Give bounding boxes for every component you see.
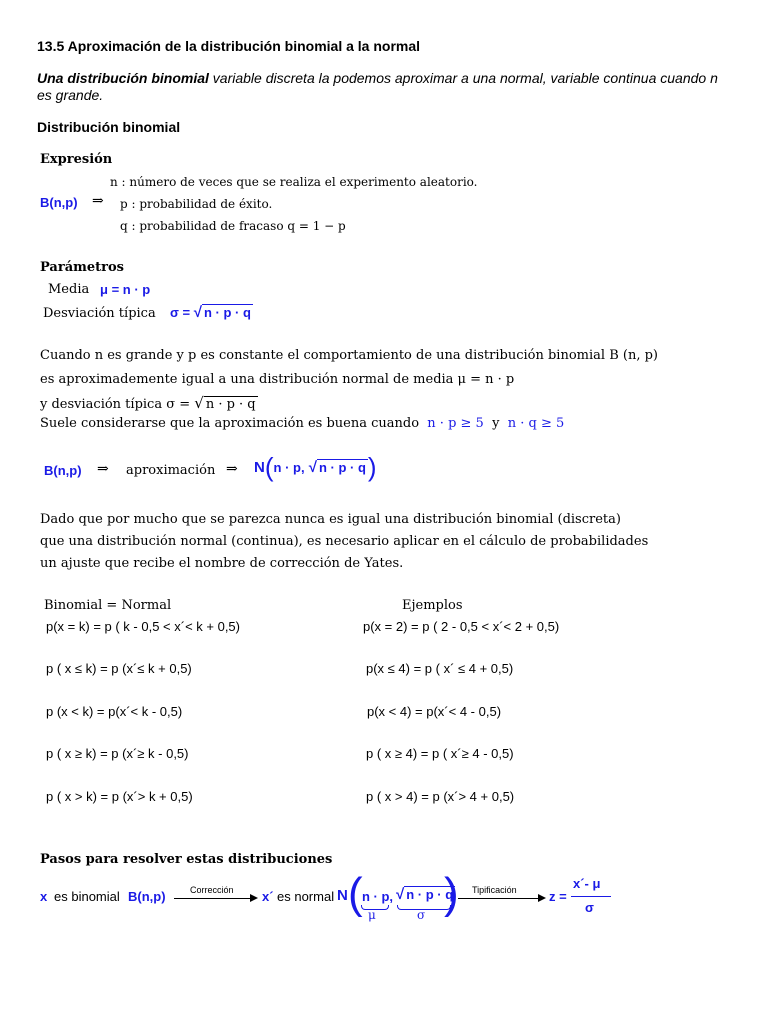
correccion-label: Corrección xyxy=(190,885,234,895)
sqrt-symbol: √ n · p · q xyxy=(396,886,454,903)
desviacion-formula xyxy=(170,304,253,321)
pasos-es-normal: es normal xyxy=(277,889,335,904)
paragraph1-line3 xyxy=(40,394,258,412)
pasos-n: N xyxy=(337,887,348,904)
sqrt-symbol: √ n · p · q xyxy=(194,394,256,412)
media-formula: μ = n · p xyxy=(100,282,151,297)
paragraph1-line3-text: y desviación típica σ = xyxy=(40,397,191,412)
condition-nq: n · q ≥ 5 xyxy=(507,416,565,431)
pasos-fraction-den: σ xyxy=(585,900,594,915)
expresion-line-q: q : probabilidad de fracaso q = 1 − p xyxy=(120,219,346,233)
expresion-arrow: ⇒ xyxy=(92,193,104,209)
paragraph2-line2: que una distribución normal (continua), es necesario aplicar en el cálculo de probabilidades xyxy=(40,534,649,549)
approx-np: n · p, xyxy=(273,460,305,475)
correccion-arrow-head xyxy=(250,894,258,902)
table-right-row: p ( x ≥ 4) = p ( x´≥ 4 - 0,5) xyxy=(366,746,514,761)
paragraph2-line1: Dado que por mucho que se parezca nunca es igual una distribución binomial (discreta) xyxy=(40,512,621,527)
media-label: Media xyxy=(48,282,90,297)
paragraph1-line1: Cuando n es grande y p es constante el comportamiento de una distribución binomial B (n, p) xyxy=(40,348,658,363)
pasos-z: z = xyxy=(549,889,567,904)
tipificacion-label: Tipificación xyxy=(472,885,517,895)
tipificacion-arrow-line xyxy=(458,898,538,899)
expresion-heading: Expresión xyxy=(40,152,113,167)
expresion-line-p: p : probabilidad de éxito. xyxy=(120,197,273,211)
pasos-right-paren: ) xyxy=(444,869,459,918)
table-left-row: p ( x ≥ k) = p (x´≥ k - 0,5) xyxy=(46,746,189,761)
pasos-fraction-bar xyxy=(571,896,611,897)
desviacion-lhs: σ = xyxy=(170,305,191,320)
paragraph1-line4 xyxy=(40,416,564,431)
correccion-arrow-line xyxy=(174,898,250,899)
parametros-heading: Parámetros xyxy=(40,260,124,275)
pasos-sigma: σ xyxy=(417,908,426,922)
condition-and: y xyxy=(492,416,500,431)
paragraph2-line3: un ajuste que recibe el nombre de corrección de Yates. xyxy=(40,556,404,571)
pasos-xprime: x´ xyxy=(262,889,274,904)
pasos-x: x xyxy=(40,889,48,904)
pasos-left-paren: ( xyxy=(348,869,363,918)
pasos-es-binomial: es binomial xyxy=(54,889,120,904)
binomial-heading: Distribución binomial xyxy=(37,119,181,135)
intro-rest: variable discreta la podemos aproximar a una normal, variable continua cuando n es grande. xyxy=(37,70,718,103)
condition-np: n · p ≥ 5 xyxy=(427,416,484,431)
paragraph1-line2: es aproximademente igual a una distribución normal de media μ = n · p xyxy=(40,372,515,387)
table-right-row: p(x < 4) = p(x´< 4 - 0,5) xyxy=(367,704,502,719)
approx-word: aproximación xyxy=(126,463,216,478)
table-left-row: p ( x > k) = p (x´> k + 0,5) xyxy=(46,789,193,804)
paragraph1-radicand: n · p · q xyxy=(205,397,256,412)
desviacion-label: Desviación típica xyxy=(43,306,156,321)
sqrt-symbol: √ n · p · q xyxy=(308,459,366,476)
table-right-row: p(x = 2) = p ( 2 - 0,5 < x´< 2 + 0,5) xyxy=(363,619,560,634)
approx-normal xyxy=(254,452,377,483)
expresion-b: B(n,p) xyxy=(40,195,78,210)
desviacion-radicand: n · p · q xyxy=(203,305,251,320)
table-left-row: p(x = k) = p ( k - 0,5 < x´< k + 0,5) xyxy=(46,619,240,634)
table-left-header: Binomial = Normal xyxy=(44,598,172,613)
approx-arrow-1: ⇒ xyxy=(97,461,109,477)
pasos-heading: Pasos para resolver estas distribuciones xyxy=(40,852,333,867)
approx-arrow-2: ⇒ xyxy=(226,461,238,477)
approx-b: B(n,p) xyxy=(44,463,82,478)
pasos-np: n · p, xyxy=(362,889,394,904)
pasos-fraction-num: x´- μ xyxy=(573,876,601,891)
paragraph1-line4-text: Suele considerarse que la aproximación es buena cuando xyxy=(40,416,420,431)
section-title: 13.5 Aproximación de la distribución binomial a la normal xyxy=(37,38,421,54)
approx-n: N xyxy=(254,459,265,476)
pasos-radicand: n · p · q xyxy=(406,887,454,902)
expresion-line-n: n : número de veces que se realiza el experimento aleatorio. xyxy=(110,175,478,189)
pasos-b: B(n,p) xyxy=(128,889,166,904)
table-left-row: p (x < k) = p(x´< k - 0,5) xyxy=(46,704,183,719)
table-right-row: p(x ≤ 4) = p ( x´ ≤ 4 + 0,5) xyxy=(366,661,514,676)
left-paren: ( xyxy=(264,452,274,482)
right-paren: ) xyxy=(367,452,377,482)
sqrt-symbol: √ n · p · q xyxy=(193,304,251,321)
pasos-mu: μ xyxy=(368,908,376,922)
tipificacion-arrow-head xyxy=(538,894,546,902)
table-left-row: p ( x ≤ k) = p (x´≤ k + 0,5) xyxy=(46,661,192,676)
table-right-header: Ejemplos xyxy=(402,598,463,613)
table-right-row: p ( x > 4) = p (x´> 4 + 0,5) xyxy=(366,789,515,804)
intro-lead: Una distribución binomial xyxy=(37,70,209,86)
approx-radicand: n · p · q xyxy=(318,460,366,475)
intro-paragraph xyxy=(37,70,727,104)
